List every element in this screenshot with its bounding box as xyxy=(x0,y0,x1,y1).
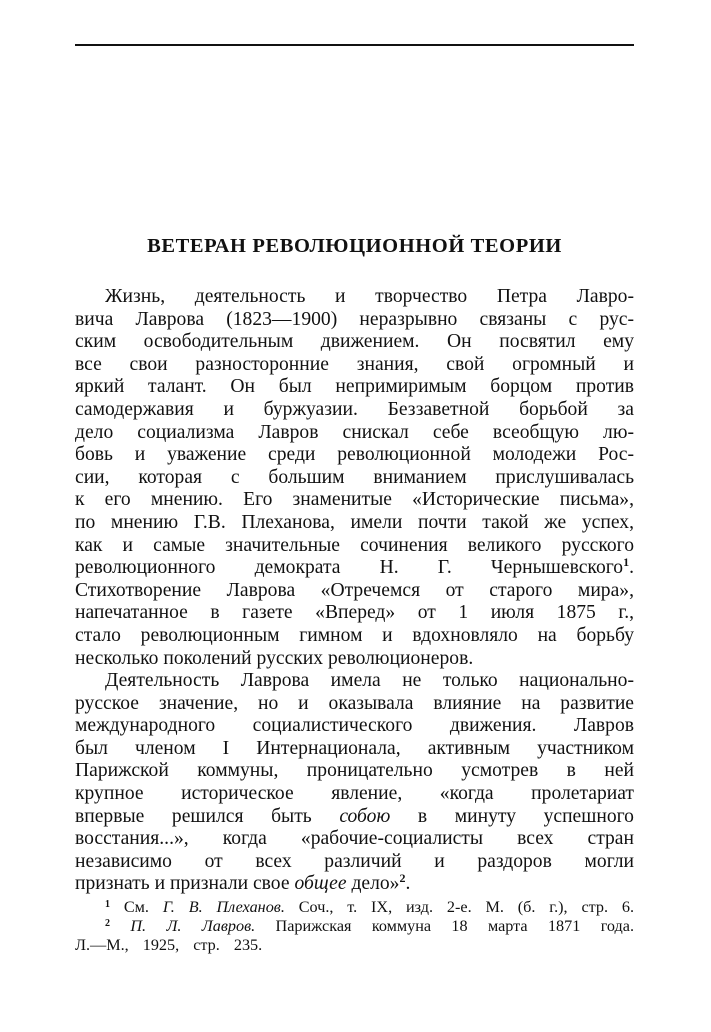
text-line: несколько поколений русских революционеров. xyxy=(75,647,474,669)
footnote-2 xyxy=(75,917,634,936)
text-line: Стихотворение Лаврова «Отречемся от старого мира», xyxy=(75,579,634,601)
emphasis: собою xyxy=(339,805,391,827)
text-line: к его мнению. Его знаменитые «Исторические письма», xyxy=(75,489,634,511)
text-line: русское значение, но и оказывала влияние на развитие xyxy=(75,692,634,714)
footnote-ref[interactable]: 1 xyxy=(623,555,630,570)
text-line xyxy=(75,873,634,896)
body-text xyxy=(75,286,634,896)
text-line: Парижской коммуны, проницательно усмотрев в ней xyxy=(75,760,634,782)
emphasis: общее xyxy=(294,873,347,895)
footnote-ref[interactable]: 2 xyxy=(399,871,406,886)
text-line xyxy=(75,557,634,580)
text-line: как и самые значительные сочинения великого русского xyxy=(75,534,634,556)
text-line: ским освободительным движением. Он посвятил ему xyxy=(75,331,634,353)
text-fragment: признать и признали свое xyxy=(75,873,290,895)
text-line: дело социализма Лавров снискал себе всеобщую лю- xyxy=(75,421,634,443)
text-line: был членом I Интернационала, активным участником xyxy=(75,737,634,759)
text-line: международного социалистического движения. Лавров xyxy=(75,715,634,737)
text-line xyxy=(75,806,634,829)
text-line: яркий талант. Он был непримиримым борцом против xyxy=(75,376,634,398)
footnote-author: Г. В. Плеханов. xyxy=(162,898,285,916)
text-line: по мнению Г.В. Плеханова, имели почти такой же успех, xyxy=(75,511,634,533)
text-line: восстания...», когда «рабочие-социалисты всех стран xyxy=(75,828,634,850)
text-line: Жизнь, деятельность и творчество Петра Лавро- xyxy=(105,286,634,307)
footnote-text: См. xyxy=(123,898,149,916)
text-line: вича Лаврова (1823—1900) неразрывно связаны с рус- xyxy=(75,308,634,330)
text-fragment: . xyxy=(629,557,634,579)
text-fragment: в минуту успешного xyxy=(417,805,634,827)
footnote-2-continued: Л.—М., 1925, стр. 235. xyxy=(75,936,263,954)
footnote-mark: 1 xyxy=(105,899,110,910)
footnote-text: Парижская коммуна 18 марта 1871 года. xyxy=(275,917,635,935)
text-fragment: революционного демократа Н. Г. Чернышевского xyxy=(75,557,624,579)
text-fragment: впервые решился быть xyxy=(75,805,312,827)
page-title: ВЕТЕРАН РЕВОЛЮЦИОННОЙ ТЕОРИИ xyxy=(147,235,562,257)
text-line: стало революционным гимном и вдохновляло на борьбу xyxy=(75,624,634,646)
text-line: независимо от всех различий и раздоров могли xyxy=(75,850,634,872)
text-fragment: дело» xyxy=(351,873,400,895)
text-fragment: . xyxy=(405,873,411,895)
footnote-author: П. Л. Лавров. xyxy=(130,917,256,935)
footnote-text: Соч., т. IX, изд. 2-е. М. (б. г.), стр. 6. xyxy=(298,898,635,916)
footnotes xyxy=(75,898,634,955)
footnote-1 xyxy=(75,898,634,917)
text-line: крупное историческое явление, «когда пролетариат xyxy=(75,783,634,805)
footnote-mark: 2 xyxy=(105,918,110,929)
text-line: все свои разносторонние знания, свой огромный и xyxy=(75,353,634,375)
text-line: сии, которая с большим вниманием прислушивалась xyxy=(75,466,634,488)
text-line: самодержавия и буржуазии. Беззаветной борьбой за xyxy=(75,398,634,420)
top-rule xyxy=(75,44,634,46)
text-line: бовь и уважение среди революционной молодежи Рос- xyxy=(75,444,634,466)
text-line: напечатанное в газете «Вперед» от 1 июля 1875 г., xyxy=(75,602,634,624)
text-line: Деятельность Лаврова имела не только национально- xyxy=(105,670,634,692)
